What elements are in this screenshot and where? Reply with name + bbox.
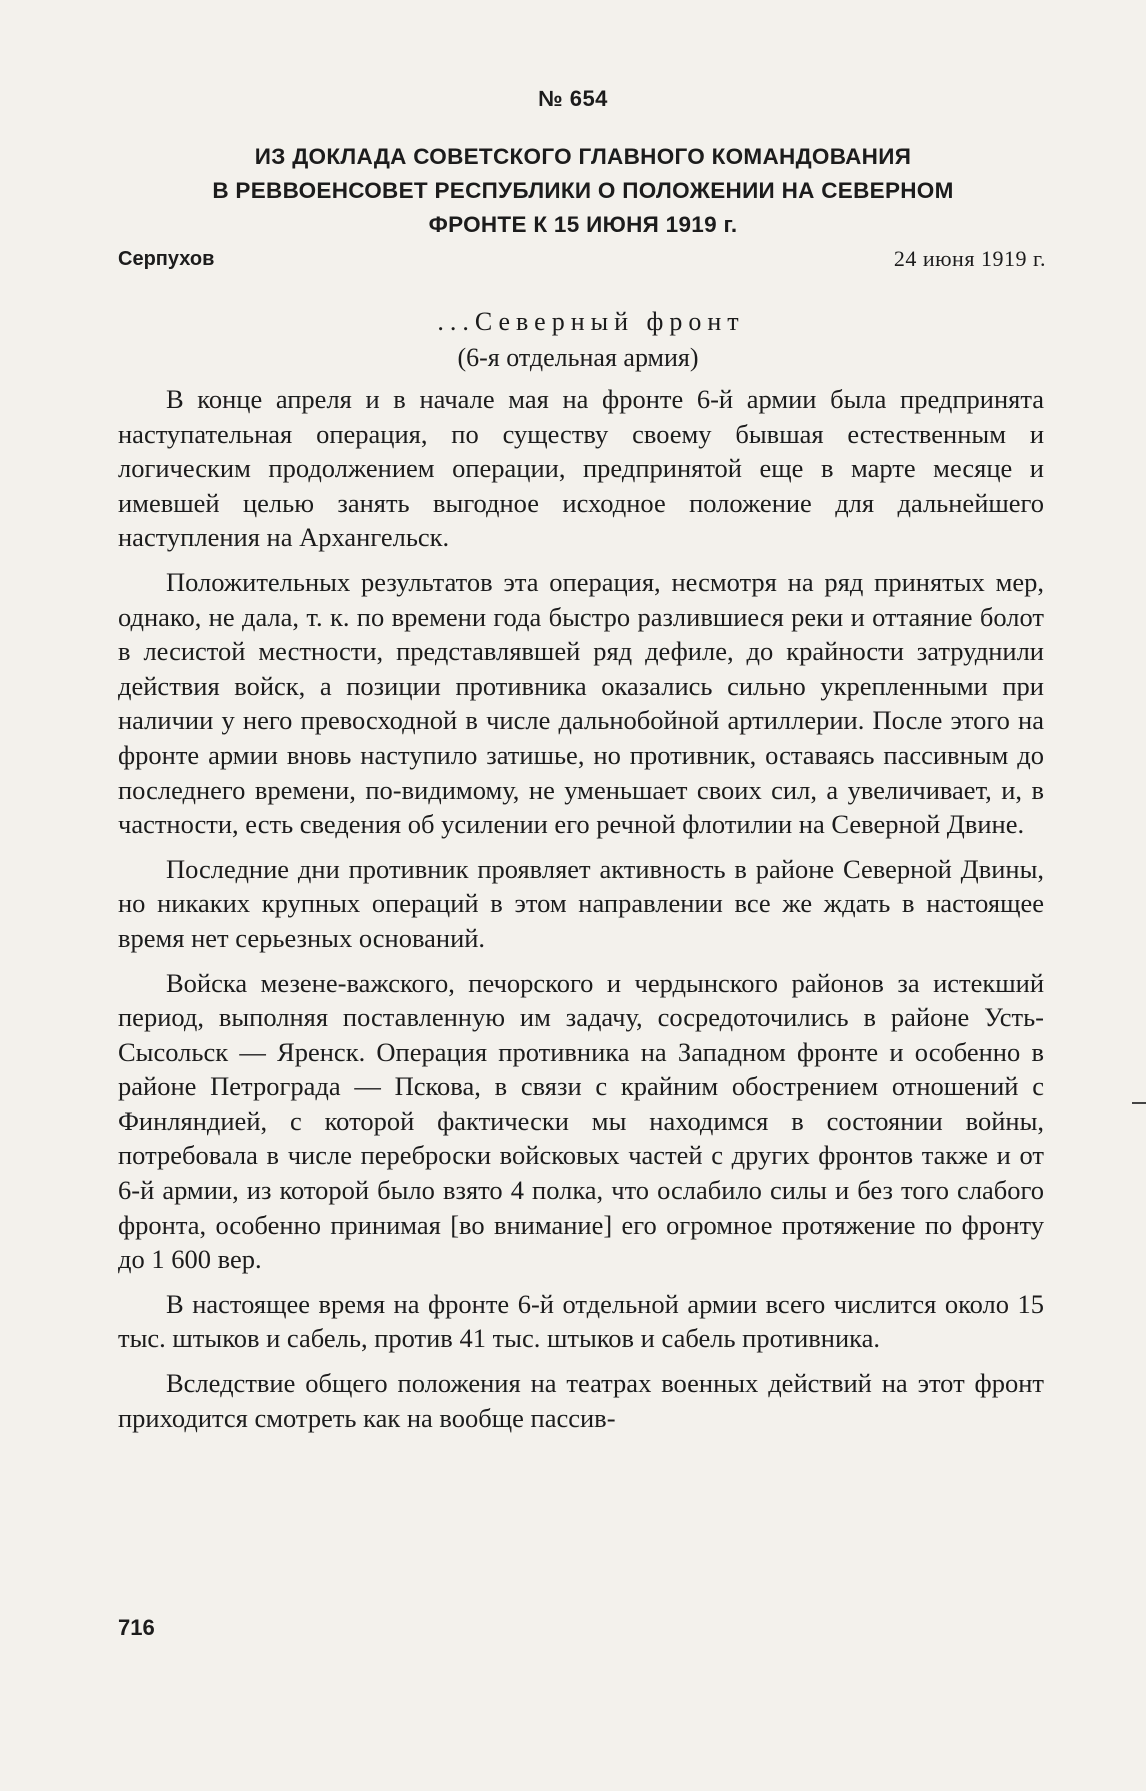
body-text [118, 382, 1044, 1445]
section-heading [0, 304, 1146, 376]
paragraph: В конце апреля и в начале мая на фронте 6-й армии была предпринята наступательная операция, по существу своему бывшая естественным и логическим продолжением операции, предпринятой еще в марте месяце и имевшей целью занять выгодное исходное положение для дальнейшего наступления на Архангельск. [118, 384, 1044, 553]
paragraph: Положительных результатов эта операция, несмотря на ряд принятых мер, однако, не дала, т. к. по времени года быстро разлившиеся реки и оттаяние болот в лесистой местности, представлявшей ряд дефиле, до крайности затруднили действия войск, а позиции противника оказались сильно укрепленными при наличии у него превосходной в числе дальнобойной артиллерии. После этого на фронте армии вновь наступило затишье, но противник, оставаясь пассивным до последнего времени, по-видимому, не уменьшает своих сил, а увеличивает, и, в частности, есть сведения об усилении его речной флотилии на Северной Двине. [118, 566, 1044, 840]
paragraph: Последние дни противник проявляет активность в районе Северной Двины, но никаких крупных операций в этом направлении все же ждать в настоящее время нет серьезных оснований. [118, 853, 1044, 953]
section-subtitle: (6-я отдельная армия) [457, 343, 699, 372]
document-place: Серпухов [118, 248, 215, 270]
paragraph: Вследствие общего положения на театрах военных действий на этот фронт приходится смотреть как на вообще пассив- [118, 1368, 1044, 1433]
document-title [118, 140, 1048, 242]
page-number: 716 [118, 1615, 155, 1640]
paragraph: В настоящее время на фронте 6-й отдельной армии всего числится около 15 тыс. штыков и сабель, против 41 тыс. штыков и сабель противника. [118, 1288, 1044, 1354]
paragraph: Войска мезене-важского, печорского и чердынского районов за истекший период, выполняя поставленную им задачу, сосредоточились в районе Усть-Сысольск — Яренск. Операция противника на Западном фронте и особенно в районе Петрограда — Пскова, в связи с крайним обострением отношений с Финляндией, с которой фактически мы находимся в состоянии войны, потребовала в числе переброски войсковых частей с других фронтов также и от 6-й армии, из которой было взято 4 полка, что ослабило силы и без того слабого фронта, особенно принимая [во внимание] его огромное протяжение по фронту до 1 600 вер. [118, 967, 1044, 1275]
document-number: № 654 [538, 86, 608, 111]
margin-mark [1132, 1102, 1146, 1104]
document-date: 24 июня 1919 г. [893, 246, 1046, 271]
title-line: ИЗ ДОКЛАДА СОВЕТСКОГО ГЛАВНОГО КОМАНДОВАНИЯ [254, 144, 912, 169]
section-title: ...Северный фронт [437, 307, 745, 336]
title-line: В РЕВВОЕНСОВЕТ РЕСПУБЛИКИ О ПОЛОЖЕНИИ НА СЕВЕРНОМ [212, 178, 954, 203]
title-line: ФРОНТЕ К 15 ИЮНЯ 1919 г. [428, 212, 738, 237]
